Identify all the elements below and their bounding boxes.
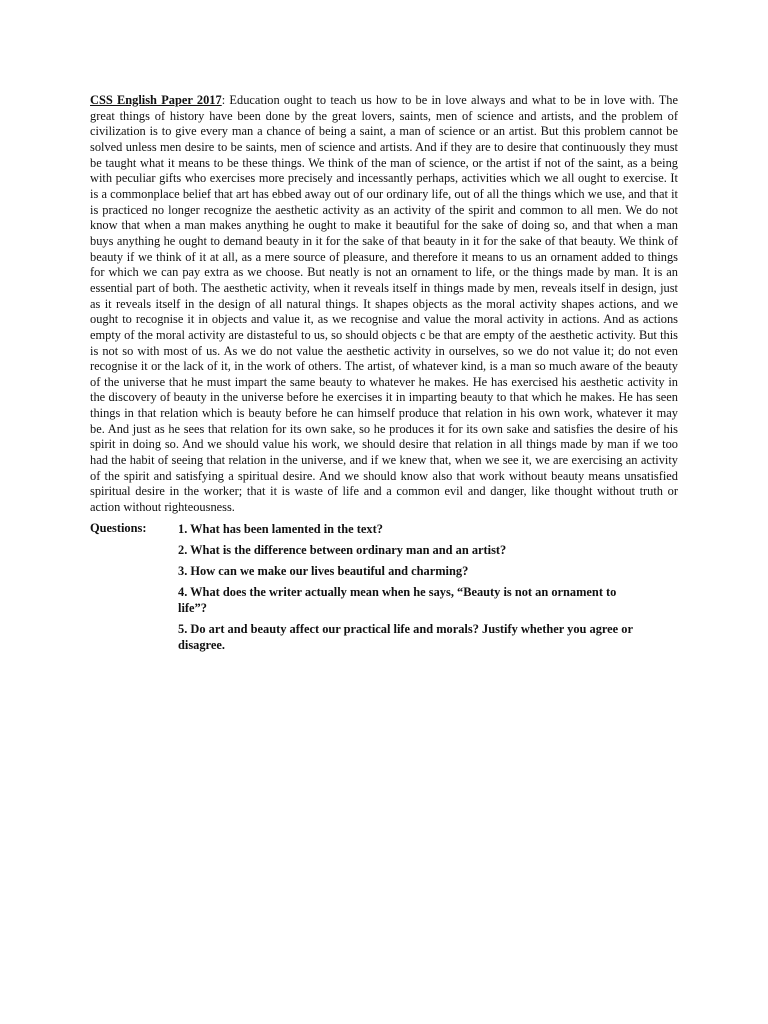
question-5: 5. Do art and beauty affect our practical life and morals? Justify whether you agree or disagree. xyxy=(178,621,633,652)
heading-colon: : xyxy=(221,93,226,107)
paper-heading: CSS English Paper 2017 xyxy=(90,93,222,107)
questions-label: Questions: xyxy=(90,520,147,535)
question-2: 2. What is the difference between ordinary man and an artist? xyxy=(178,542,507,557)
passage-text: Education ought to teach us how to be in love always and what to be in love with. The great things of history have been done by the great lovers, saints, men of science and artists, and the problem of civilization is to give every man a chance of being a saint, a man of science or an artist. But this problem cannot be solved unless men desire to be saints, men of science and artists. And if they are to desire that continuously they must be taught what it means to be these things. We think of the man of science, or the artist if not of the saint, as a being with peculiar gifts who exercises more precisely and incessantly perhaps, activities which we all ought to exercise. It is a commonplace belief that art has ebbed away out of our ordinary life, out of all the things which we use, and that it is practiced no longer recognize the aesthetic activity as an activity of the spirit and common to all men. We do not know that when a man makes anything he ought to make it beautiful for the sake of doing so, and that when a man buys anything he ought to demand beauty in it for the sake of that beauty in it for the sake of that beauty. We think of beauty if we think of it at all, as a mere source of pleasure, and therefore it means to us an ornament added to things for which we can pay extra as we choose. But neatly is not an ornament to life, or the things made by man. It is an essential part of both. The aesthetic activity, when it reveals itself in things made by men, reveals itself in design, just as it reveals itself in the design of all natural things. It shapes objects as the moral activity shapes actions, and we ought to recognise it in objects and value it, as we recognise and value the moral activity in actions. And as actions empty of the moral activity are distasteful to us, so should objects c be that are empty of the aesthetic activity. But this is not so with most of us. As we do not value the aesthetic activity in ourselves, so we do not value it; do not even recognise it or the lack of it, in the work of others. The artist, of whatever kind, is a man so much aware of the beauty of the universe that he must impart the same beauty to whatever he makes. He has exercised his aesthetic activity in the discovery of beauty in the universe before he exercises it in imparting beauty to that which he makes. He has seen things in that relation which is beauty before he can himself produce that relation in his own work, whatever it may be. And just as he sees that relation for its own sake, so he produces it for its own sake and satisfies the desire of his spirit in doing so. And we should value his work, we should desire that relation in all things made by man if we too had the habit of seeing that relation in the universe, and if we knew that, when we see it, we are exercising an activity of the spirit and satisfying a spiritual desire. And we should know also that work without beauty means unsatisfied spiritual desire in the worker; that it is waste of life and a common evil and danger, like thought without truth or action without righteousness. xyxy=(90,93,678,515)
question-1: 1. What has been lamented in the text? xyxy=(178,521,383,536)
comprehension-passage xyxy=(90,93,678,516)
document-page xyxy=(90,93,678,656)
question-4: 4. What does the writer actually mean when he says, “Beauty is not an ornament to life”? xyxy=(178,584,617,615)
questions-list xyxy=(178,519,648,656)
question-3: 3. How can we make our lives beautiful and charming? xyxy=(178,563,469,578)
questions-section xyxy=(90,519,678,656)
